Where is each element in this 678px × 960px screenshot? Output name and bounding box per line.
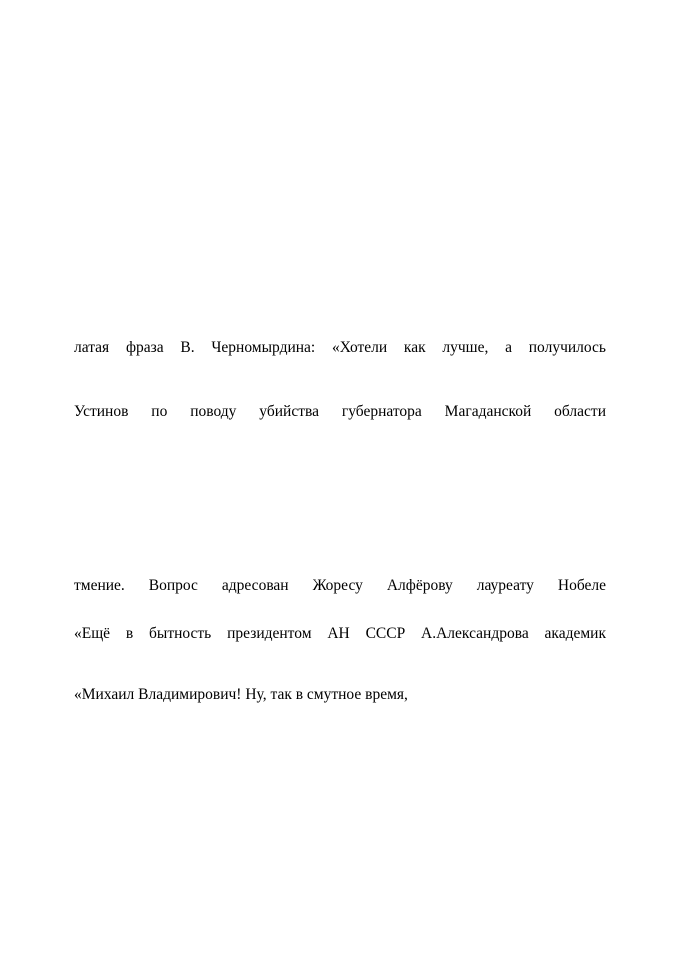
- text-line: «Михаил Владимирович! Ну, так в смутное время,: [74, 686, 408, 703]
- text-line: латая фраза В. Черномырдина: «Хотели как лучше, а получилось: [74, 339, 606, 356]
- text-line: «Ещё в бытность президентом АН СССР А.Александрова академик: [74, 625, 606, 642]
- text-line: тмение. Вопрос адресован Жоресу Алфёрову лауреату Нобеле: [74, 577, 606, 594]
- text-line: Устинов по поводу убийства губернатора Магаданской области: [74, 403, 606, 420]
